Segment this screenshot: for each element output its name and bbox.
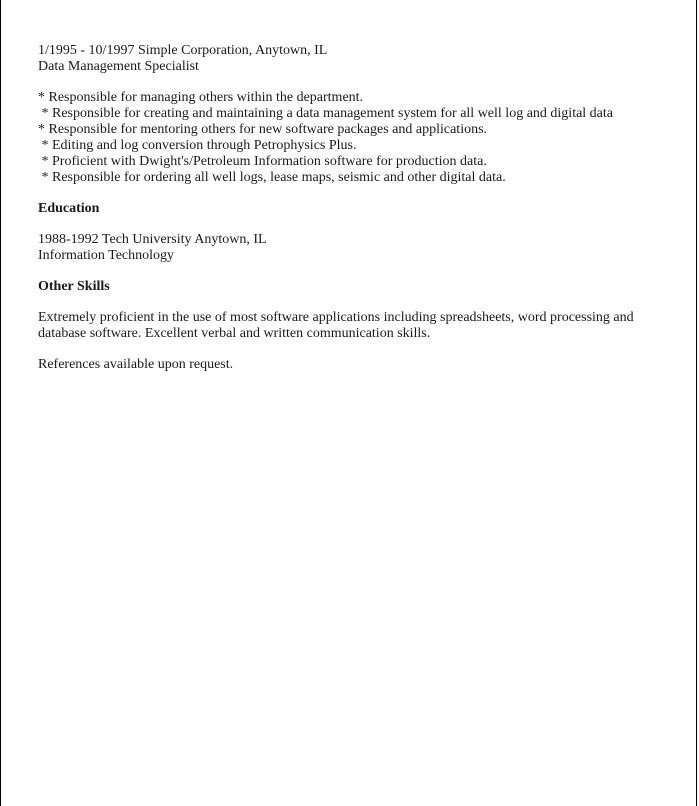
education-degree: Information Technology bbox=[38, 248, 175, 263]
job-dates-company: 1/1995 - 10/1997 Simple Corporation, Anytown, IL bbox=[38, 43, 328, 58]
education-heading: Education bbox=[38, 201, 100, 216]
resume-content bbox=[38, 43, 638, 373]
duty-item: * Proficient with Dwight's/Petroleum Information software for production data. bbox=[38, 154, 487, 169]
job-title: Data Management Specialist bbox=[38, 59, 199, 74]
duty-item: * Responsible for mentoring others for new software packages and applications. bbox=[38, 122, 488, 137]
education-school: 1988-1992 Tech University Anytown, IL bbox=[38, 232, 267, 247]
duty-item: * Editing and log conversion through Petrophysics Plus. bbox=[38, 138, 357, 153]
skills-heading: Other Skills bbox=[38, 279, 110, 294]
job-duties-list bbox=[38, 90, 638, 186]
duty-item: * Responsible for creating and maintaining a data management system for all well log and digital data bbox=[38, 106, 613, 121]
duty-item: * Responsible for ordering all well logs, lease maps, seismic and other digital data. bbox=[38, 170, 506, 185]
references-note: References available upon request. bbox=[38, 357, 234, 372]
duty-item: * Responsible for managing others within the department. bbox=[38, 90, 364, 105]
skills-text: Extremely proficient in the use of most software applications including spreadsheets, word processing and database software. Excellent verbal and written communication skills. bbox=[38, 310, 634, 341]
